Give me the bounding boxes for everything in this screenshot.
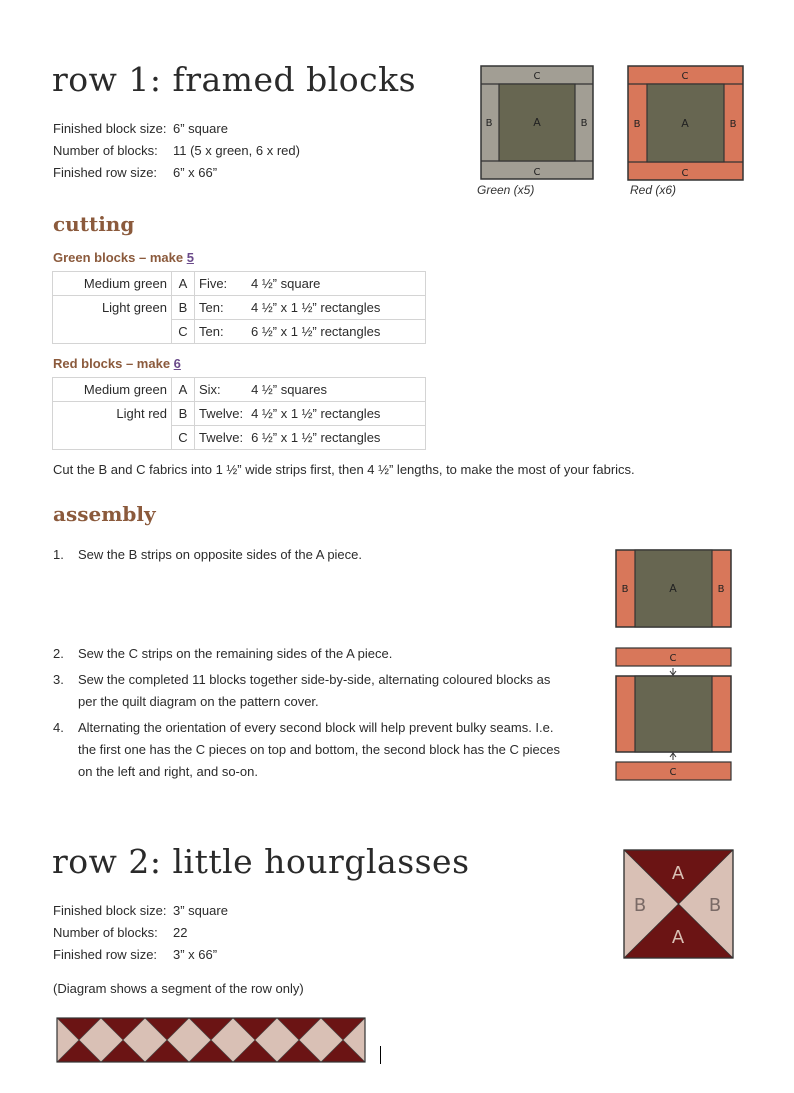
row2-title: row 2: little hourglasses	[52, 842, 470, 881]
info-label: Finished block size:	[53, 121, 167, 136]
letter-cell: C	[172, 320, 195, 344]
label-b-right: B	[717, 584, 725, 595]
step-text: Alternating the orientation of every second block will help prevent bulky seams. I.e. the first one has the C pieces on top and bottom, the second block has the C pieces on the left and right, and so-on.	[78, 720, 561, 779]
fabric-cell: Medium green	[53, 272, 172, 296]
green-heading-text: Green blocks – make	[53, 250, 187, 265]
list-item	[53, 544, 563, 566]
row1-info	[53, 118, 300, 184]
info-label: Finished row size:	[53, 165, 158, 180]
step-text: Sew the C strips on the remaining sides of the A piece.	[78, 646, 393, 661]
qty-cell: Ten:	[195, 296, 248, 320]
desc-cell: 4 ½” x 1 ½” rectangles	[247, 402, 426, 426]
step-number: 4.	[53, 720, 64, 735]
label-a: A	[533, 116, 541, 129]
info-label: Finished block size:	[53, 903, 167, 918]
table-row	[53, 402, 426, 426]
green-count: 5	[186, 250, 194, 265]
label-a: A	[669, 582, 677, 595]
desc-cell: 4 ½” squares	[247, 378, 426, 402]
step1-diagram	[615, 549, 732, 628]
qty-cell: Twelve:	[195, 402, 248, 426]
info-value: 3” x 66”	[173, 947, 218, 962]
label-a-bottom: A	[671, 927, 685, 948]
assembly-step-1	[53, 544, 563, 566]
table-row	[53, 296, 426, 320]
red-block-diagram	[627, 65, 744, 181]
red-count: 6	[173, 356, 181, 371]
red-caption: Red (x6)	[630, 183, 677, 197]
fabric-cell: Light green	[53, 296, 172, 344]
letter-cell: B	[172, 296, 195, 320]
info-value: 6” square	[173, 121, 228, 136]
step-text: Sew the completed 11 blocks together side-by-side, alternating coloured blocks as per the quilt diagram on the pattern cover.	[78, 672, 551, 709]
row2-diagram-note: (Diagram shows a segment of the row only)	[53, 981, 304, 996]
info-label: Number of blocks:	[53, 143, 158, 158]
label-c-bottom: C	[669, 767, 677, 778]
desc-cell: 4 ½” square	[247, 272, 426, 296]
row2-info	[53, 900, 228, 966]
cut-note: Cut the B and C fabrics into 1 ½” wide strips first, then 4 ½” lengths, to make the most of your fabrics.	[53, 462, 635, 477]
red-heading-text: Red blocks – make	[53, 356, 174, 371]
assembly-steps	[53, 643, 563, 783]
label-b-right: B	[580, 118, 588, 129]
label-b-right: B	[729, 119, 737, 130]
info-value: 3” square	[173, 903, 228, 918]
green-blocks-heading	[53, 250, 194, 265]
list-item	[53, 717, 563, 783]
list-item	[53, 669, 563, 713]
label-b-left: B	[633, 119, 641, 130]
fabric-cell: Light red	[53, 402, 172, 450]
qty-cell: Five:	[195, 272, 248, 296]
assembly-heading: assembly	[53, 502, 156, 526]
letter-cell: A	[172, 272, 195, 296]
step2-diagram	[615, 647, 732, 782]
hourglass-block-diagram	[623, 849, 734, 959]
label-b-right: B	[708, 895, 722, 916]
hourglass-row-segment	[56, 1017, 366, 1063]
qty-cell: Twelve:	[195, 426, 248, 450]
label-b-left: B	[485, 118, 493, 129]
label-a: A	[681, 117, 689, 130]
info-label: Finished row size:	[53, 947, 158, 962]
info-value: 22	[173, 925, 188, 940]
letter-cell: A	[172, 378, 195, 402]
red-blocks-heading	[53, 356, 181, 371]
label-a-top: A	[671, 863, 685, 884]
red-cutting-table	[52, 377, 426, 450]
green-block-diagram	[480, 65, 594, 180]
label-b-left: B	[633, 895, 647, 916]
label-c-bottom: C	[533, 167, 541, 178]
letter-cell: B	[172, 402, 195, 426]
qty-cell: Six:	[195, 378, 248, 402]
step-number: 3.	[53, 672, 64, 687]
info-value: 11 (5 x green, 6 x red)	[173, 143, 300, 158]
table-row	[53, 378, 426, 402]
letter-cell: C	[172, 426, 195, 450]
list-item	[53, 643, 563, 665]
row1-title: row 1: framed blocks	[52, 60, 417, 99]
step-number: 2.	[53, 646, 64, 661]
cutting-heading: cutting	[53, 212, 135, 236]
label-c-bottom: C	[681, 168, 689, 179]
fabric-cell: Medium green	[53, 378, 172, 402]
info-value: 6” x 66”	[173, 165, 218, 180]
desc-cell: 6 ½” x 1 ½” rectangles	[247, 320, 426, 344]
qty-cell: Ten:	[195, 320, 248, 344]
desc-cell: 4 ½” x 1 ½” rectangles	[247, 296, 426, 320]
label-c-top: C	[533, 71, 541, 82]
desc-cell: 6 ½” x 1 ½” rectangles	[247, 426, 426, 450]
step-text: Sew the B strips on opposite sides of the A piece.	[78, 547, 363, 562]
label-c-top: C	[669, 653, 677, 664]
text-cursor	[380, 1046, 381, 1064]
green-caption: Green (x5)	[477, 183, 535, 197]
label-b-left: B	[621, 584, 629, 595]
label-c-top: C	[681, 71, 689, 82]
green-cutting-table	[52, 271, 426, 344]
step-number: 1.	[53, 547, 64, 562]
table-row	[53, 272, 426, 296]
info-label: Number of blocks:	[53, 925, 158, 940]
